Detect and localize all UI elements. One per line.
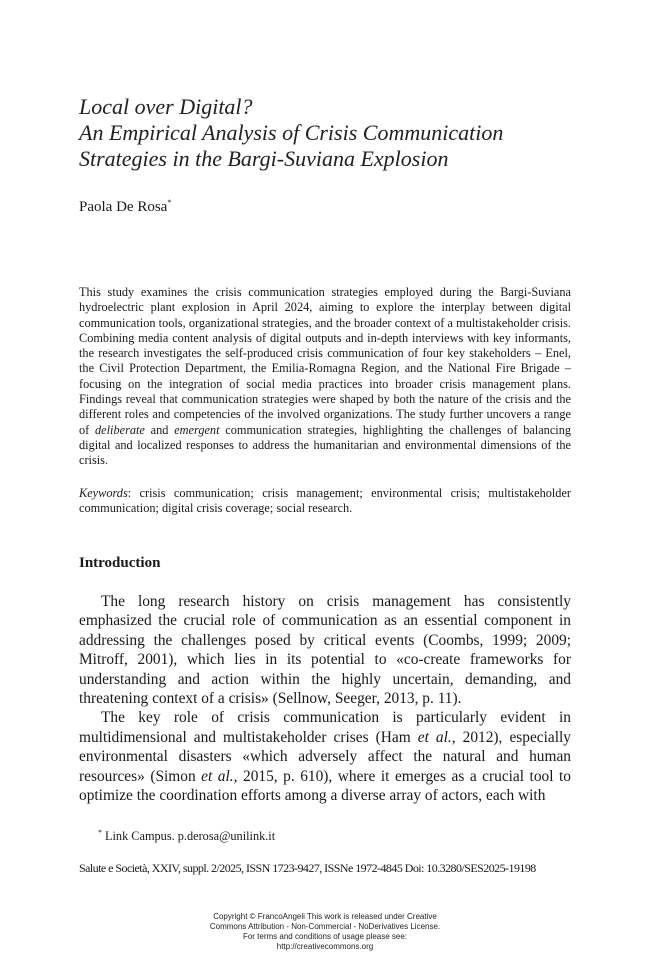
journal-citation: Salute e Società, XXIV, suppl. 2/2025, ISSN 1723-9427, ISSNe 1972-4845 Doi: 10.3280/SES2025-19198: [79, 861, 536, 875]
footnote: [98, 825, 275, 844]
title-line-3: Strategies in the Bargi-Suviana Explosion: [79, 146, 449, 171]
abstract: [79, 285, 571, 469]
footnote-marker: *: [98, 828, 102, 837]
license-line-2: Commons Attribution - Non-Commercial - NoDerivatives License.: [209, 922, 441, 931]
author-line: [79, 194, 171, 216]
abstract-emphasis-emergent: emergent: [174, 422, 220, 437]
section-heading: Introduction: [79, 555, 161, 571]
author-name: Paola De Rosa: [79, 199, 168, 215]
paragraph-text: , 2012), especially environmental disasters «which adversely affect the natural and human resources» (Simon: [79, 728, 571, 785]
paragraph-text: The key role of crisis communication is particularly evident in multidimensional and multistakeholder crises (Ham: [79, 709, 571, 746]
keywords-text: : crisis communication; crisis management; environmental crisis; multistakeholder communication; digital crisis coverage; social research.: [79, 486, 571, 516]
abstract-text: and: [144, 422, 175, 437]
footnote-text: Link Campus. p.derosa@unilink.it: [105, 829, 276, 844]
author-footnote-marker: *: [167, 198, 172, 207]
paragraph-1: The long research history on crisis management has consistently emphasized the crucial role of communication as an essential component in addressing the challenges posed by critical events (Coombs, 1999; 2009; Mitroff, 2001), which lies in its potential to «co-create frameworks for understanding and action within the highly uncertain, demanding, and threatening context of a crisis» (Sellnow, Seeger, 2013, p. 11).: [79, 593, 571, 708]
paragraph-2: [79, 708, 571, 805]
license-notice: [175, 912, 475, 952]
abstract-text: communication strategies, highlighting the challenges of balancing digital and localized responses to address the humanitarian and environmental dimensions of the crisis.: [79, 422, 571, 468]
license-line-3: For terms and conditions of usage please see:: [242, 932, 408, 941]
license-link[interactable]: http://creativecommons.org: [276, 942, 374, 951]
paragraph-emphasis: et al.: [417, 728, 452, 746]
license-line-1: Copyright © FrancoAngeli This work is released under Creative: [213, 912, 437, 921]
paragraph-text: , 2015, p. 610), where it emerges as a crucial tool to optimize the coordination efforts among a diverse array of actors, each with: [79, 767, 571, 805]
title-line-1: Local over Digital?: [79, 94, 253, 119]
keywords: [79, 486, 571, 517]
body-text: [79, 592, 571, 805]
abstract-text: This study examines the crisis communication strategies employed during the Bargi-Suviana hydroelectric plant explosion in April 2024, aiming to explore the interplay between digital communication tools, organizational strategies, and the broader context of a multistakeholder crisis. Combining media content analysis of digital outputs and in-depth interviews with key informants, the research investigates the self-produced crisis communication of four key stakeholders – Enel, the Civil Protection Department, the Emilia-Romagna Region, and the National Fire Brigade – focusing on the integration of social media practices into broader crisis management plans. Findings reveal that communication strategies were shaped by both the nature of the crisis and the different roles and competencies of the involved organizations. The study further uncovers a range of: [79, 285, 571, 437]
abstract-emphasis-deliberate: deliberate: [95, 422, 145, 437]
keywords-label: Keywords: [79, 486, 128, 500]
paragraph-emphasis: et al.: [201, 767, 234, 785]
article-title: [79, 94, 579, 172]
title-line-2: An Empirical Analysis of Crisis Communication: [79, 120, 504, 145]
